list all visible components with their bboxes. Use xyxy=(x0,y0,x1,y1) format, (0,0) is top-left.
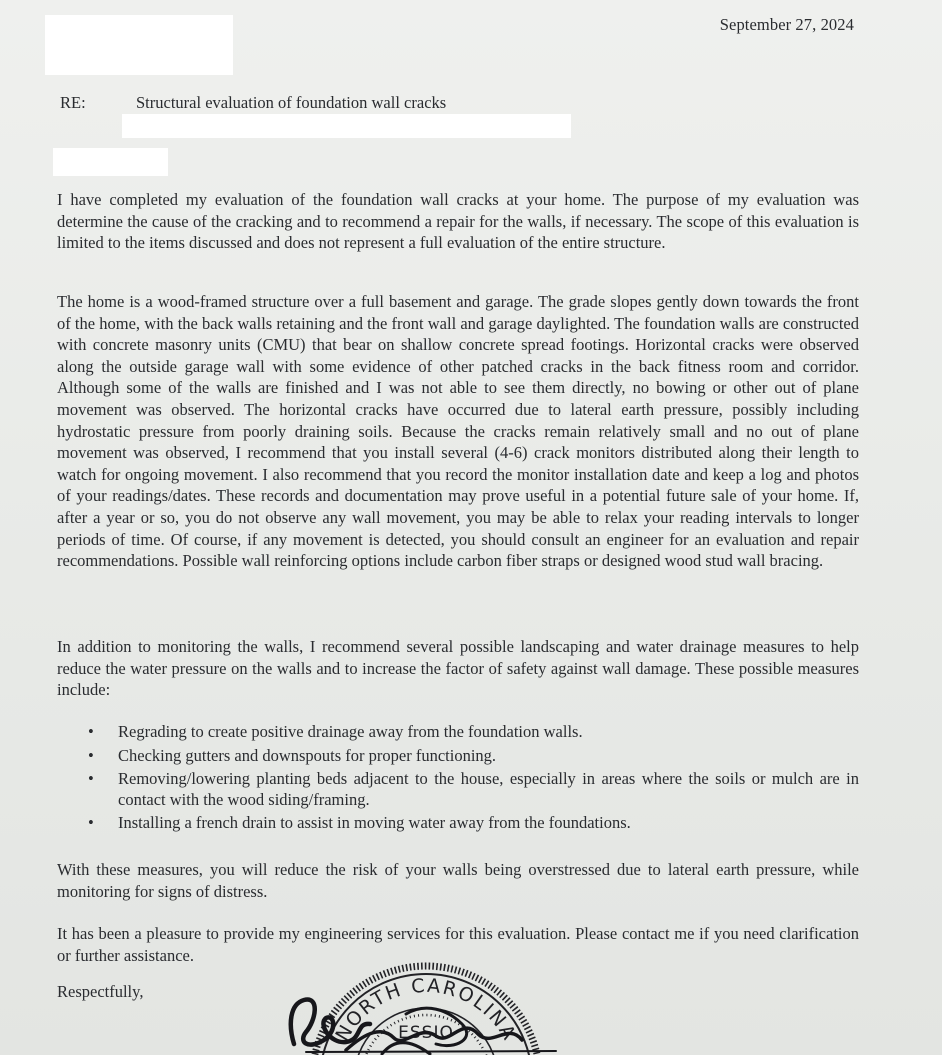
list-item xyxy=(57,722,859,743)
engineer-seal-stamp xyxy=(286,952,566,1055)
subject-text: Structural evaluation of foundation wall cracks xyxy=(136,93,447,112)
list-item-text: Removing/lowering planting beds adjacent to the house, especially in areas where the soils or mulch are in contact with the wood siding/framing. xyxy=(118,769,859,809)
paragraph-findings: The home is a wood-framed structure over a full basement and garage. The grade slopes gently down towards the front of the home, with the back walls retaining and the front wall and garage daylighted. The foundation walls are constructed with concrete masonry units (CMU) that bear on shallow concrete spread footings. Horizontal cracks were observed along the outside garage wall with some evidence of other patched cracks in the back fitness room and corridor. Although some of the walls are finished and I was not able to see them directly, no bowing or other out of plane movement was observed. The horizontal cracks have occurred due to lateral earth pressure, possibly including hydrostatic pressure from poorly draining soils. Because the cracks remain relatively small and no out of plane movement was observed, I recommend that you install several (4-6) crack monitors distributed along their length to watch for ongoing movement. I also recommend that you record the monitor installation date and keep a log and photos of your readings/dates. These records and documentation may prove useful in a potential future sale of your home. If, after a year or so, you do not observe any wall movement, you may be able to relax your reading intervals to longer periods of time. Of course, if any movement is detected, you should consult an engineer for an evaluation and repair recommendations. Possible wall reinforcing options include carbon fiber straps or designed wood stud wall bracing. xyxy=(57,292,859,571)
bullet-icon: • xyxy=(88,813,94,832)
bullet-icon: • xyxy=(88,722,94,741)
bullet-icon: • xyxy=(88,769,94,788)
subject-label: RE: xyxy=(60,93,86,112)
redacted-property-address xyxy=(122,114,571,138)
redacted-recipient-name xyxy=(45,15,233,75)
list-item xyxy=(57,746,859,767)
subject-line xyxy=(60,93,446,113)
letter-date: September 27, 2024 xyxy=(719,15,854,34)
paragraph-drainage-intro: In addition to monitoring the walls, I recommend several possible landscaping and water drainage measures to help reduce the water pressure on the walls and to increase the factor of safety against wall damage. These possible measures include: xyxy=(57,637,859,700)
paragraph-evaluation-purpose: I have completed my evaluation of the foundation wall cracks at your home. The purpose of my evaluation was determine the cause of the cracking and to recommend a repair for the walls, if necessary. The scope of this evaluation is limited to the items discussed and does not represent a full evaluation of the entire structure. xyxy=(57,190,859,253)
list-item-text: Installing a french drain to assist in moving water away from the foundations. xyxy=(118,813,631,832)
bullet-icon: • xyxy=(88,745,94,765)
seal-arc-text: NORTH CAROLINA xyxy=(331,974,521,1045)
paragraph-risk-reduction: With these measures, you will reduce the risk of your walls being overstressed due to lateral earth pressure, while monitoring for signs of distress. xyxy=(57,860,859,901)
drainage-measures-list xyxy=(57,722,859,837)
list-item xyxy=(57,813,859,834)
list-item xyxy=(57,769,859,810)
list-item-text: Regrading to create positive drainage away from the foundation walls. xyxy=(118,722,583,741)
paragraph-closing-remarks: It has been a pleasure to provide my engineering services for this evaluation. Please contact me if you need clarification or further assistance. xyxy=(57,924,859,965)
seal-inner-text: ESSIO xyxy=(398,1023,454,1043)
list-item-text: Checking gutters and downspouts for proper functioning. xyxy=(118,745,497,765)
closing-salutation: Respectfully, xyxy=(57,982,144,1001)
redacted-salutation xyxy=(53,148,168,176)
